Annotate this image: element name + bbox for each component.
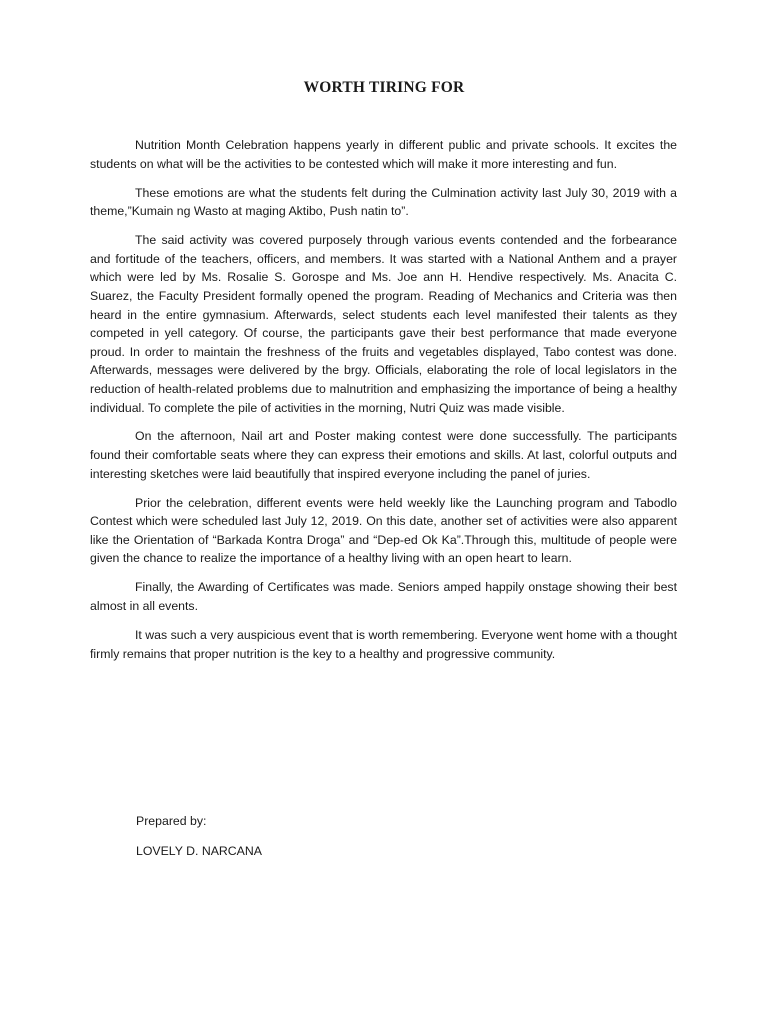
paragraph-4: On the afternoon, Nail art and Poster making contest were done successfully. The participants found their comfortable seats where they can express their emotions and skills. At last, colorful outputs and interesting sketches were laid beautifully that inspired everyone including the panel of juries. — [90, 429, 677, 481]
paragraph-3: The said activity was covered purposely through various events contended and the forbearance and fortitude of the teachers, officers, and members. It was started with a National Anthem and a prayer which were led by Ms. Rosalie S. Gorospe and Ms. Joe ann H. Hendive respectively. Ms. Anacita C. Suarez, the Faculty President formally opened the program. Reading of Mechanics and Criteria was then heard in the entire gymnasium. Afterwards, select students each level manifested their talents as they competed in yell category. Of course, the participants gave their best performance that made everyone proud. In order to maintain the freshness of the fruits and vegetables displayed, Tabo contest was done. Afterwards, messages were delivered by the brgy. Officials, elaborating the role of local legislators in the reduction of health-related problems due to malnutrition and emphasizing the importance of being a healthy individual. To complete the pile of activities in the morning, Nutri Quiz was made visible. — [90, 233, 677, 415]
paragraph-6: Finally, the Awarding of Certificates was made. Seniors amped happily onstage showing their best almost in all events. — [90, 580, 677, 614]
document-body — [90, 136, 677, 674]
document-title: WORTH TIRING FOR — [303, 79, 465, 96]
signature-block — [136, 812, 262, 860]
paragraph-1: Nutrition Month Celebration happens yearly in different public and private schools. It excites the students on what will be the activities to be contested which will make it more interesting and fun. — [90, 138, 677, 171]
prepared-by-label: Prepared by: — [136, 814, 207, 828]
paragraph-7: It was such a very auspicious event that is worth remembering. Everyone went home with a thought firmly remains that proper nutrition is the key to a healthy and progressive community. — [90, 628, 677, 661]
paragraph-5: Prior the celebration, different events were held weekly like the Launching program and Tabodlo Contest which were scheduled last July 12, 2019. On this date, another set of activities were also apparent like the Orientation of “Barkada Kontra Droga” and “Dep-ed Ok Ka”.Through this, multitude of people were given the chance to realize the importance of a healthy living with an open heart to learn. — [90, 495, 677, 566]
prepared-by-name: LOVELY D. NARCANA — [136, 844, 262, 858]
paragraph-2: These emotions are what the students felt during the Culmination activity last July 30, 2019 with a theme,”Kumain ng Wasto at maging Aktibo, Push natin to”. — [90, 185, 677, 219]
